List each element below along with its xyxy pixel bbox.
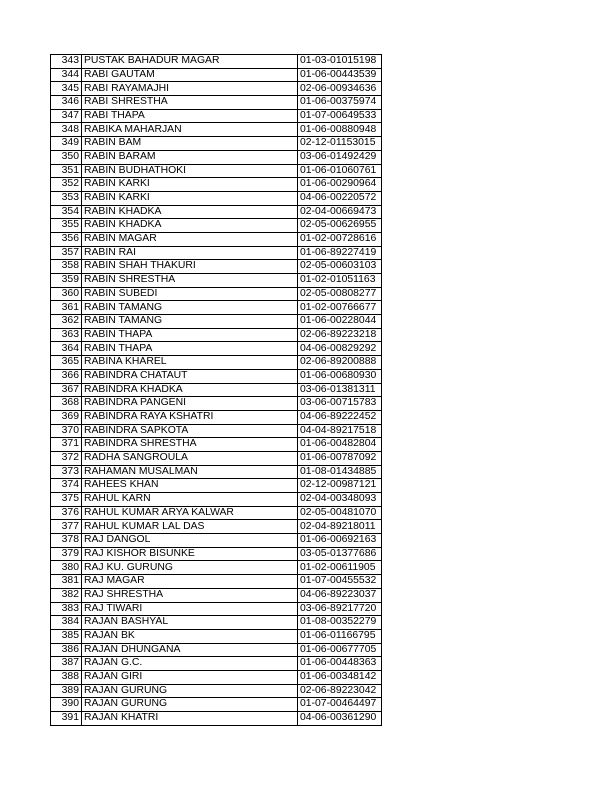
name-cell: RABIN BUDHATHOKI (82, 164, 298, 178)
code-cell: 01-02-00611905 (298, 561, 382, 575)
serial-number-cell: 379 (51, 547, 82, 561)
code-cell: 03-06-01492429 (298, 150, 382, 164)
name-cell: RABIKA MAHARJAN (82, 123, 298, 137)
code-cell: 02-05-00626955 (298, 219, 382, 233)
serial-number-cell: 368 (51, 397, 82, 411)
name-cell: RADHA SANGROULA (82, 451, 298, 465)
serial-number-cell: 387 (51, 657, 82, 671)
serial-number-cell: 367 (51, 383, 82, 397)
table-row (51, 397, 382, 411)
name-cell: RABIN BARAM (82, 150, 298, 164)
table-row (51, 178, 382, 192)
name-cell: RABINA KHAREL (82, 356, 298, 370)
name-cell: RAJAN GURUNG (82, 684, 298, 698)
code-cell: 01-02-00766677 (298, 301, 382, 315)
code-cell: 01-07-00464497 (298, 698, 382, 712)
name-cell: RABIN BAM (82, 137, 298, 151)
code-cell: 02-05-00481070 (298, 506, 382, 520)
name-cell: RAJ DANGOL (82, 534, 298, 548)
table-row (51, 698, 382, 712)
code-cell: 03-06-01381311 (298, 383, 382, 397)
table-row (51, 479, 382, 493)
code-cell: 01-06-00443539 (298, 68, 382, 82)
table-row (51, 150, 382, 164)
name-cell: RAJAN KHATRI (82, 712, 298, 726)
code-cell: 03-05-01377686 (298, 547, 382, 561)
serial-number-cell: 363 (51, 328, 82, 342)
roster-table (50, 54, 382, 726)
name-cell: RAJAN BASHYAL (82, 616, 298, 630)
name-cell: RAJAN BK (82, 629, 298, 643)
name-cell: RABIN THAPA (82, 328, 298, 342)
name-cell: RAJ KU. GURUNG (82, 561, 298, 575)
code-cell: 01-06-00692163 (298, 534, 382, 548)
name-cell: RABIN RAI (82, 246, 298, 260)
code-cell: 01-06-00787092 (298, 451, 382, 465)
table-row (51, 219, 382, 233)
name-cell: RABIN MAGAR (82, 232, 298, 246)
table-row (51, 369, 382, 383)
name-cell: RABINDRA SAPKOTA (82, 424, 298, 438)
serial-number-cell: 386 (51, 643, 82, 657)
code-cell: 02-05-00603103 (298, 260, 382, 274)
name-cell: RABIN SUBEDI (82, 287, 298, 301)
serial-number-cell: 366 (51, 369, 82, 383)
code-cell: 02-12-01153015 (298, 137, 382, 151)
name-cell: RABIN SHAH THAKURI (82, 260, 298, 274)
code-cell: 01-03-01015198 (298, 55, 382, 69)
table-row (51, 520, 382, 534)
table-row (51, 383, 382, 397)
serial-number-cell: 346 (51, 96, 82, 110)
serial-number-cell: 359 (51, 274, 82, 288)
code-cell: 03-06-00715783 (298, 397, 382, 411)
code-cell: 02-06-00934636 (298, 82, 382, 96)
serial-number-cell: 354 (51, 205, 82, 219)
serial-number-cell: 365 (51, 356, 82, 370)
name-cell: RABINDRA KHADKA (82, 383, 298, 397)
table-row (51, 96, 382, 110)
table-row (51, 287, 382, 301)
table-row (51, 506, 382, 520)
serial-number-cell: 384 (51, 616, 82, 630)
name-cell: RABI GAUTAM (82, 68, 298, 82)
serial-number-cell: 351 (51, 164, 82, 178)
serial-number-cell: 378 (51, 534, 82, 548)
serial-number-cell: 369 (51, 410, 82, 424)
name-cell: RABIN THAPA (82, 342, 298, 356)
name-cell: RAJAN DHUNGANA (82, 643, 298, 657)
name-cell: RABINDRA SHRESTHA (82, 438, 298, 452)
table-row (51, 68, 382, 82)
table-row (51, 534, 382, 548)
serial-number-cell: 391 (51, 712, 82, 726)
code-cell: 01-06-00448363 (298, 657, 382, 671)
serial-number-cell: 347 (51, 109, 82, 123)
code-cell: 01-06-00680930 (298, 369, 382, 383)
code-cell: 01-06-00348142 (298, 670, 382, 684)
serial-number-cell: 345 (51, 82, 82, 96)
roster-body (51, 55, 382, 726)
serial-number-cell: 360 (51, 287, 82, 301)
name-cell: RAJAN GURUNG (82, 698, 298, 712)
name-cell: RABIN KHADKA (82, 205, 298, 219)
table-row (51, 123, 382, 137)
name-cell: PUSTAK BAHADUR MAGAR (82, 55, 298, 69)
code-cell: 04-06-89222452 (298, 410, 382, 424)
code-cell: 01-02-01051163 (298, 274, 382, 288)
serial-number-cell: 390 (51, 698, 82, 712)
code-cell: 04-06-00220572 (298, 191, 382, 205)
serial-number-cell: 358 (51, 260, 82, 274)
name-cell: RAJAN G.C. (82, 657, 298, 671)
name-cell: RAJ KISHOR BISUNKE (82, 547, 298, 561)
name-cell: RAHEES KHAN (82, 479, 298, 493)
serial-number-cell: 362 (51, 315, 82, 329)
table-row (51, 465, 382, 479)
table-row (51, 55, 382, 69)
serial-number-cell: 381 (51, 575, 82, 589)
serial-number-cell: 376 (51, 506, 82, 520)
table-row (51, 410, 382, 424)
code-cell: 02-04-00669473 (298, 205, 382, 219)
code-cell: 02-06-89200888 (298, 356, 382, 370)
name-cell: RABIN KARKI (82, 191, 298, 205)
serial-number-cell: 375 (51, 493, 82, 507)
table-row (51, 164, 382, 178)
code-cell: 04-06-89223037 (298, 588, 382, 602)
code-cell: 01-07-00455532 (298, 575, 382, 589)
serial-number-cell: 357 (51, 246, 82, 260)
name-cell: RAJ SHRESTHA (82, 588, 298, 602)
serial-number-cell: 389 (51, 684, 82, 698)
name-cell: RABIN TAMANG (82, 301, 298, 315)
serial-number-cell: 349 (51, 137, 82, 151)
table-row (51, 588, 382, 602)
code-cell: 01-06-00228044 (298, 315, 382, 329)
name-cell: RABI SHRESTHA (82, 96, 298, 110)
table-row (51, 629, 382, 643)
table-row (51, 328, 382, 342)
code-cell: 02-12-00987121 (298, 479, 382, 493)
serial-number-cell: 377 (51, 520, 82, 534)
name-cell: RABIN KARKI (82, 178, 298, 192)
name-cell: RABINDRA PANGENI (82, 397, 298, 411)
code-cell: 01-06-00880948 (298, 123, 382, 137)
table-row (51, 232, 382, 246)
code-cell: 03-06-89217720 (298, 602, 382, 616)
serial-number-cell: 361 (51, 301, 82, 315)
table-row (51, 82, 382, 96)
table-row (51, 602, 382, 616)
serial-number-cell: 350 (51, 150, 82, 164)
code-cell: 04-04-89217518 (298, 424, 382, 438)
serial-number-cell: 356 (51, 232, 82, 246)
table-row (51, 356, 382, 370)
table-row (51, 616, 382, 630)
table-row (51, 657, 382, 671)
code-cell: 01-06-89227419 (298, 246, 382, 260)
code-cell: 01-06-00677705 (298, 643, 382, 657)
serial-number-cell: 355 (51, 219, 82, 233)
name-cell: RAHAMAN MUSALMAN (82, 465, 298, 479)
serial-number-cell: 353 (51, 191, 82, 205)
document-page (50, 54, 382, 726)
code-cell: 02-06-89223042 (298, 684, 382, 698)
table-row (51, 493, 382, 507)
serial-number-cell: 385 (51, 629, 82, 643)
code-cell: 01-06-01060761 (298, 164, 382, 178)
table-row (51, 575, 382, 589)
table-row (51, 712, 382, 726)
table-row (51, 684, 382, 698)
table-row (51, 301, 382, 315)
code-cell: 02-06-89223218 (298, 328, 382, 342)
table-row (51, 191, 382, 205)
table-row (51, 451, 382, 465)
table-row (51, 342, 382, 356)
name-cell: RABINDRA CHATAUT (82, 369, 298, 383)
name-cell: RABIN TAMANG (82, 315, 298, 329)
table-row (51, 205, 382, 219)
code-cell: 01-08-00352279 (298, 616, 382, 630)
serial-number-cell: 388 (51, 670, 82, 684)
code-cell: 02-04-89218011 (298, 520, 382, 534)
code-cell: 04-06-00361290 (298, 712, 382, 726)
serial-number-cell: 372 (51, 451, 82, 465)
name-cell: RAJ MAGAR (82, 575, 298, 589)
serial-number-cell: 364 (51, 342, 82, 356)
table-row (51, 109, 382, 123)
serial-number-cell: 374 (51, 479, 82, 493)
table-row (51, 670, 382, 684)
name-cell: RABI THAPA (82, 109, 298, 123)
table-row (51, 274, 382, 288)
serial-number-cell: 352 (51, 178, 82, 192)
name-cell: RAJAN GIRI (82, 670, 298, 684)
serial-number-cell: 370 (51, 424, 82, 438)
code-cell: 01-06-00375974 (298, 96, 382, 110)
name-cell: RABI RAYAMAJHI (82, 82, 298, 96)
name-cell: RAHUL KUMAR ARYA KALWAR (82, 506, 298, 520)
serial-number-cell: 371 (51, 438, 82, 452)
name-cell: RAHUL KUMAR LAL DAS (82, 520, 298, 534)
name-cell: RABINDRA RAYA KSHATRI (82, 410, 298, 424)
table-row (51, 246, 382, 260)
code-cell: 01-06-00290964 (298, 178, 382, 192)
table-row (51, 260, 382, 274)
table-row (51, 643, 382, 657)
serial-number-cell: 382 (51, 588, 82, 602)
code-cell: 01-06-00482804 (298, 438, 382, 452)
name-cell: RABIN SHRESTHA (82, 274, 298, 288)
serial-number-cell: 380 (51, 561, 82, 575)
serial-number-cell: 343 (51, 55, 82, 69)
table-row (51, 315, 382, 329)
code-cell: 02-04-00348093 (298, 493, 382, 507)
serial-number-cell: 344 (51, 68, 82, 82)
code-cell: 01-08-01434885 (298, 465, 382, 479)
name-cell: RABIN KHADKA (82, 219, 298, 233)
name-cell: RAJ TIWARI (82, 602, 298, 616)
table-row (51, 438, 382, 452)
table-row (51, 561, 382, 575)
code-cell: 02-05-00808277 (298, 287, 382, 301)
name-cell: RAHUL KARN (82, 493, 298, 507)
code-cell: 04-06-00829292 (298, 342, 382, 356)
table-row (51, 547, 382, 561)
code-cell: 01-06-01166795 (298, 629, 382, 643)
table-row (51, 424, 382, 438)
code-cell: 01-02-00728616 (298, 232, 382, 246)
serial-number-cell: 383 (51, 602, 82, 616)
code-cell: 01-07-00649533 (298, 109, 382, 123)
serial-number-cell: 373 (51, 465, 82, 479)
table-row (51, 137, 382, 151)
serial-number-cell: 348 (51, 123, 82, 137)
